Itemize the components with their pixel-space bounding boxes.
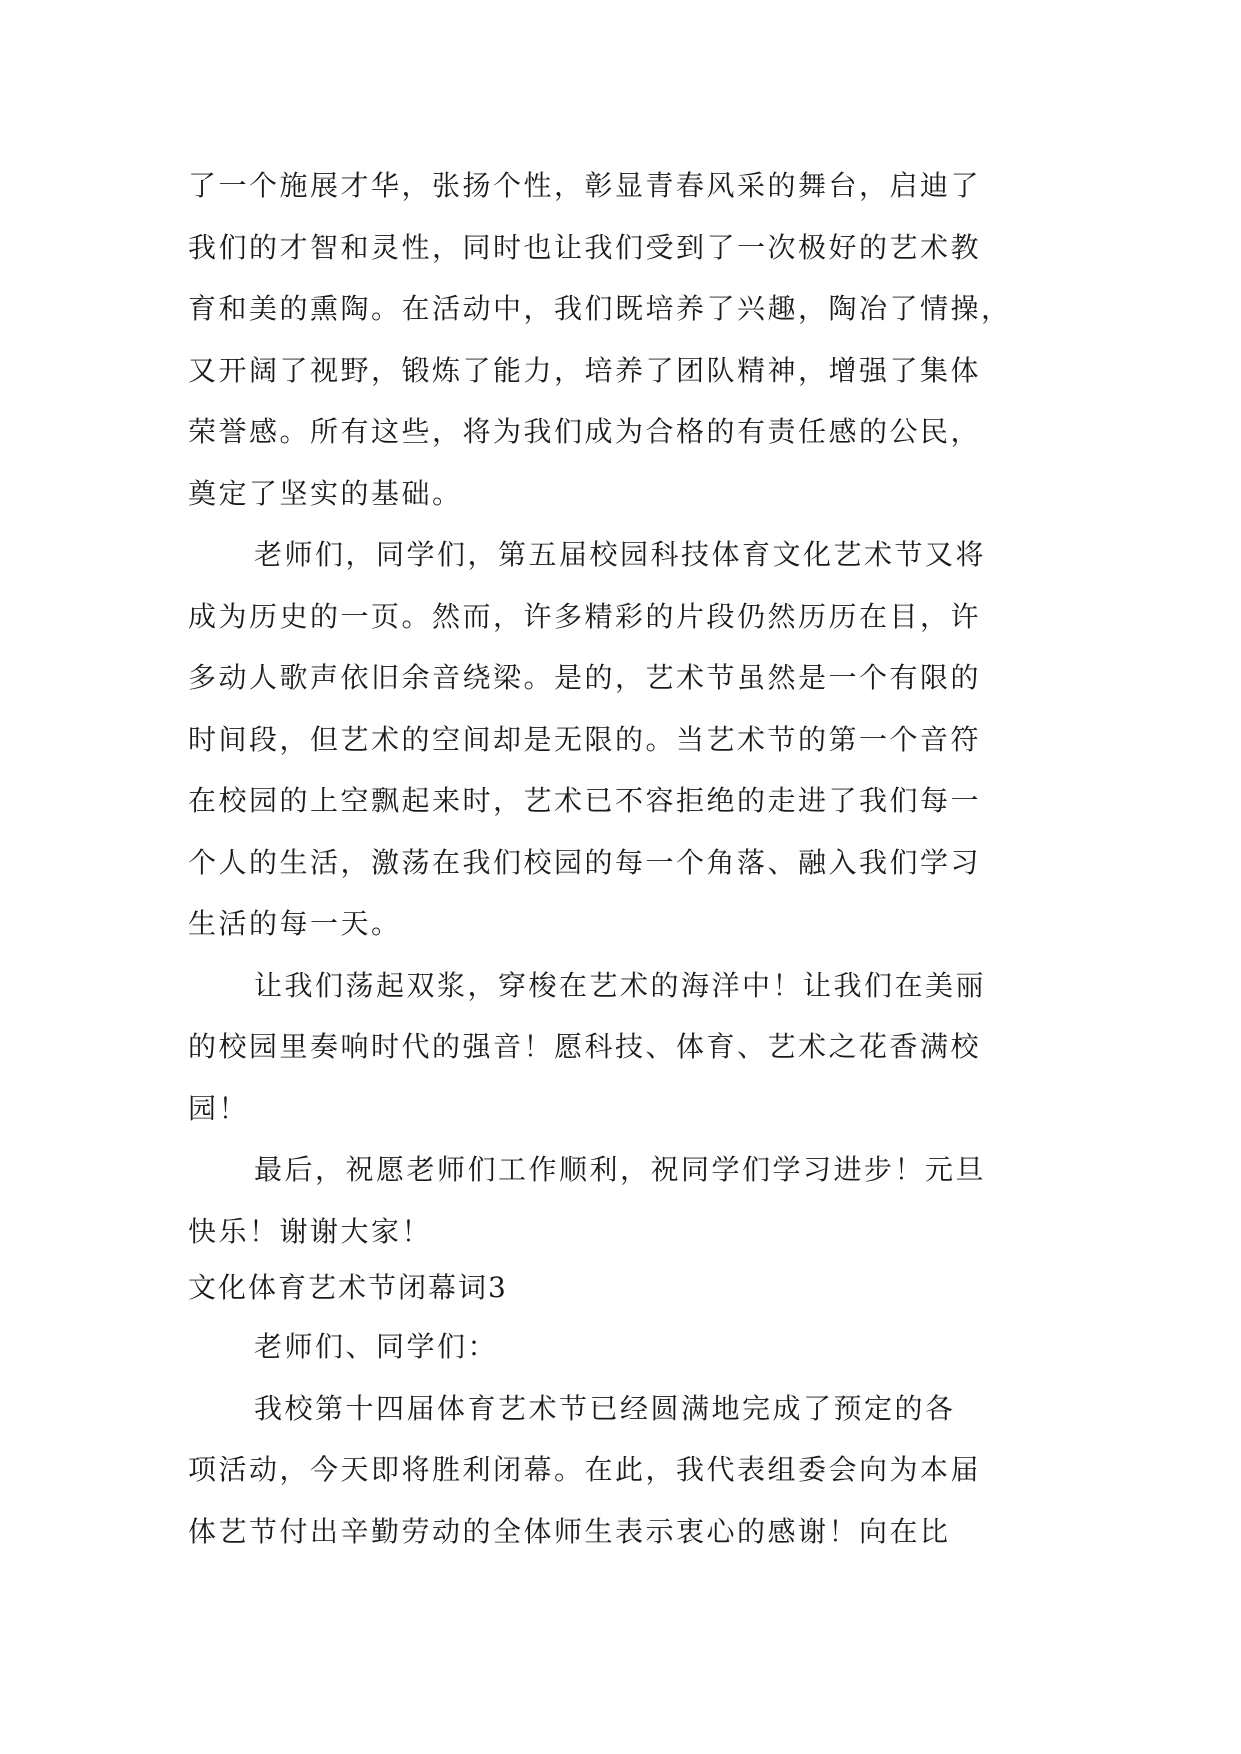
text-line: 在校园的上空飘起来时，艺术已不容拒绝的走进了我们每一: [188, 784, 982, 817]
text-line: 奠定了坚实的基础。: [188, 476, 463, 510]
text-line: 时间段，但艺术的空间却是无限的。当艺术节的第一个音符: [188, 722, 982, 756]
text-line: 成为历史的一页。然而，许多精彩的片段仍然历历在目，许: [188, 599, 982, 633]
text-line: 多动人歌声依旧余音绕梁。是的，艺术节虽然是一个有限的: [188, 661, 982, 694]
body-text-section-2: [188, 1316, 1058, 1562]
text-line: 的校园里奏响时代的强音！愿科技、体育、艺术之花香满校: [188, 1030, 982, 1063]
text-line: 我校第十四届体育艺术节已经圆满地完成了预定的各: [254, 1391, 956, 1425]
text-line: 我们的才智和灵性，同时也让我们受到了一次极好的艺术教: [188, 230, 982, 264]
body-text-section-1: [188, 155, 1058, 1262]
text-line: 又开阔了视野，锻炼了能力，培养了团队精神，增强了集体: [188, 353, 982, 387]
text-line: 园！: [188, 1091, 250, 1125]
text-line: 荣誉感。所有这些，将为我们成为合格的有责任感的公民，: [188, 415, 982, 448]
section-title: 文化体育艺术节闭幕词3: [188, 1271, 508, 1304]
text-line: 体艺节付出辛勤劳动的全体师生表示衷心的感谢！向在比: [188, 1514, 951, 1548]
text-line: 最后，祝愿老师们工作顺利，祝同学们学习进步！元旦: [254, 1153, 987, 1186]
text-line: 生活的每一天。: [188, 907, 402, 940]
text-line: 了一个施展才华，张扬个性，彰显青春风采的舞台，启迪了: [188, 169, 982, 202]
text-line: 项活动，今天即将胜利闭幕。在此，我代表组委会向为本届: [188, 1453, 982, 1486]
text-line: 让我们荡起双浆，穿梭在艺术的海洋中！让我们在美丽: [254, 968, 987, 1002]
text-line: 老师们，同学们，第五届校园科技体育文化艺术节又将: [254, 538, 987, 571]
text-line: 个人的生活，激荡在我们校园的每一个角落、融入我们学习: [188, 845, 982, 879]
text-line: 育和美的熏陶。在活动中，我们既培养了兴趣，陶冶了情操，: [188, 292, 1012, 325]
greeting-line: 老师们、同学们：: [254, 1330, 499, 1363]
text-line: 快乐！谢谢大家！: [188, 1214, 433, 1248]
